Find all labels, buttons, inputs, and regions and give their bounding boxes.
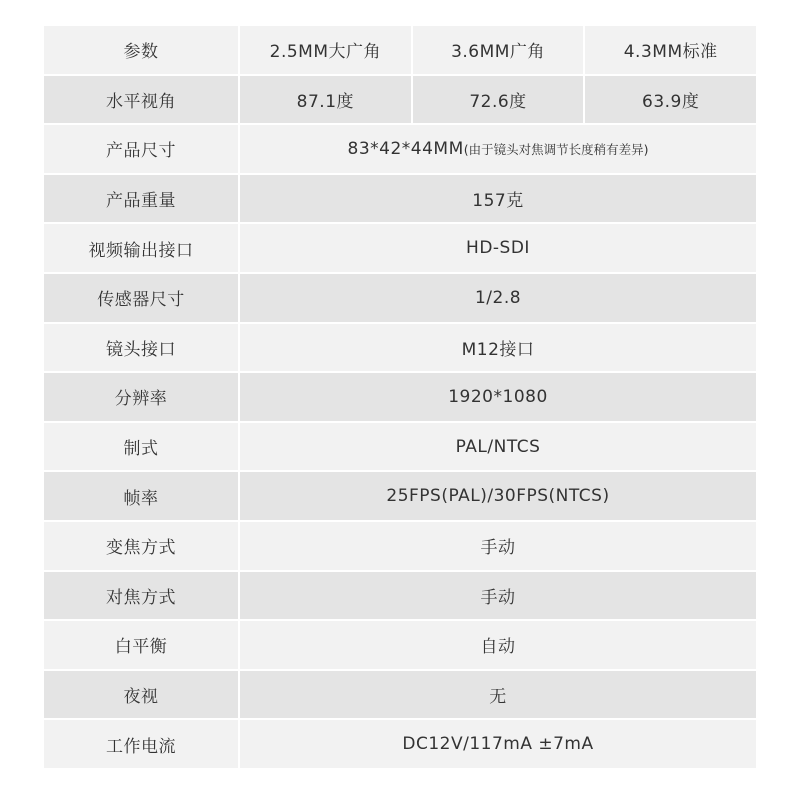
row-value: 72.6度	[413, 76, 584, 124]
row-value: 自动	[240, 621, 756, 669]
row-label: 水平视角	[44, 76, 238, 124]
table-row	[44, 373, 756, 421]
row-value: 63.9度	[585, 76, 756, 124]
table-row	[44, 423, 756, 471]
dimension-note: (由于镜头对焦调节长度稍有差异)	[463, 141, 649, 157]
row-value	[240, 125, 756, 173]
row-value: 无	[240, 671, 756, 719]
row-value: HD-SDI	[240, 224, 756, 272]
row-label: 视频输出接口	[44, 224, 238, 272]
table-row	[44, 472, 756, 520]
row-value: DC12V/117mA ±7mA	[240, 720, 756, 768]
row-label: 对焦方式	[44, 572, 238, 620]
table-row	[44, 720, 756, 768]
row-label: 变焦方式	[44, 522, 238, 570]
row-label: 工作电流	[44, 720, 238, 768]
header-label: 参数	[44, 26, 238, 74]
row-value: M12接口	[240, 324, 756, 372]
row-value: 1920*1080	[240, 373, 756, 421]
row-label: 镜头接口	[44, 324, 238, 372]
table-row	[44, 522, 756, 570]
row-label: 白平衡	[44, 621, 238, 669]
row-value: 157克	[240, 175, 756, 223]
table-row	[44, 572, 756, 620]
row-value: 1/2.8	[240, 274, 756, 322]
row-label: 产品重量	[44, 175, 238, 223]
table-header-row	[44, 26, 756, 74]
row-value: 手动	[240, 522, 756, 570]
row-value: 25FPS(PAL)/30FPS(NTCS)	[240, 472, 756, 520]
header-column-4-3mm: 4.3MM标准	[585, 26, 756, 74]
table-row	[44, 621, 756, 669]
table-row	[44, 324, 756, 372]
row-label: 制式	[44, 423, 238, 471]
row-label: 帧率	[44, 472, 238, 520]
dimension-value: 83*42*44MM	[347, 138, 464, 159]
row-value: PAL/NTCS	[240, 423, 756, 471]
table-row	[44, 175, 756, 223]
row-label: 夜视	[44, 671, 238, 719]
table-row	[44, 274, 756, 322]
row-value: 87.1度	[240, 76, 411, 124]
table-row	[44, 76, 756, 124]
row-label: 传感器尺寸	[44, 274, 238, 322]
spec-table	[44, 26, 756, 770]
table-row	[44, 671, 756, 719]
header-column-3-6mm: 3.6MM广角	[413, 26, 584, 74]
row-label: 分辨率	[44, 373, 238, 421]
row-label: 产品尺寸	[44, 125, 238, 173]
header-column-2-5mm: 2.5MM大广角	[240, 26, 411, 74]
table-row	[44, 125, 756, 173]
table-row	[44, 224, 756, 272]
row-value: 手动	[240, 572, 756, 620]
